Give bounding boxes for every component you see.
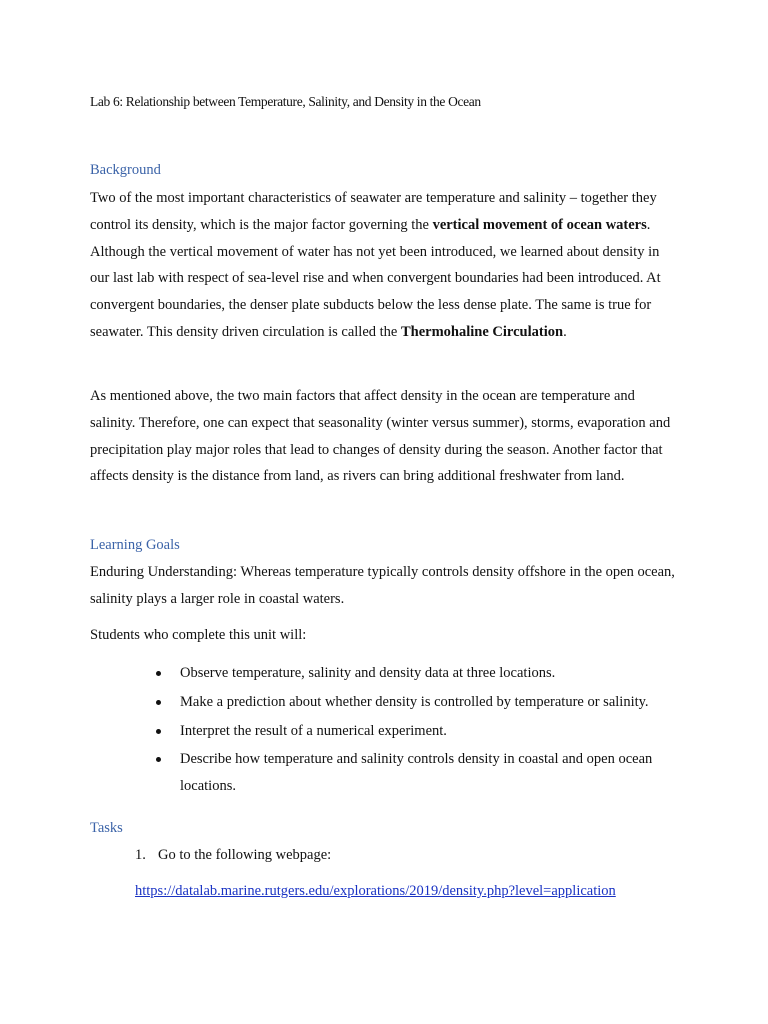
background-paragraph-2: As mentioned above, the two main factors that affect density in the ocean are temperature and salinity. Therefore, one can expect that seasonality (winter versus summer), storms, evaporation and precipitation play major roles that lead to changes of density during the season. Another factor that affects density is the distance from land, as rivers can bring additional freshwater from land. (90, 388, 671, 485)
list-item: Describe how temperature and salinity controls density in coastal and open ocean locations. (150, 746, 682, 800)
heading-background: Background (90, 162, 161, 178)
heading-tasks: Tasks (90, 820, 123, 836)
bullet-icon (156, 729, 161, 734)
task-item-1: 1. Go to the following webpage: (135, 847, 332, 863)
background-paragraph-1: Two of the most important characteristics of seawater are temperature and salinity – together they control its density, which is the major factor governing the vertical movement of ocean waters. Although the vertical movement of water has not yet been introduced, we learned about density in our last lab with respect of sea-level rise and when convergent boundaries had been introduced. At convergent boundaries, the denser plate subducts below the less dense plate. The same is true for seawater. This density driven circulation is called the Thermohaline Circulation. (90, 190, 661, 340)
bold-vertical-movement: vertical movement of ocean waters (432, 216, 647, 233)
enduring-understanding-paragraph: Enduring Understanding: Whereas temperature typically controls density offshore in the open ocean, salinity plays a larger role in coastal waters. (90, 564, 675, 607)
list-item: Interpret the result of a numerical experiment. (150, 718, 682, 745)
bullet-icon (156, 700, 161, 705)
document-title: Lab 6: Relationship between Temperature, Salinity, and Density in the Ocean (90, 94, 481, 109)
list-item: Observe temperature, salinity and density data at three locations. (150, 660, 682, 687)
students-intro: Students who complete this unit will: (90, 627, 307, 643)
bold-thermohaline: Thermohaline Circulation (401, 323, 564, 340)
bullet-icon (156, 757, 161, 762)
density-webpage-link[interactable]: https://datalab.marine.rutgers.edu/explorations/2019/density.php?level=application (135, 883, 616, 899)
list-item: Make a prediction about whether density is controlled by temperature or salinity. (150, 689, 682, 716)
bullet-icon (156, 671, 161, 676)
learning-goals-list (150, 660, 682, 802)
heading-learning-goals: Learning Goals (90, 537, 180, 553)
